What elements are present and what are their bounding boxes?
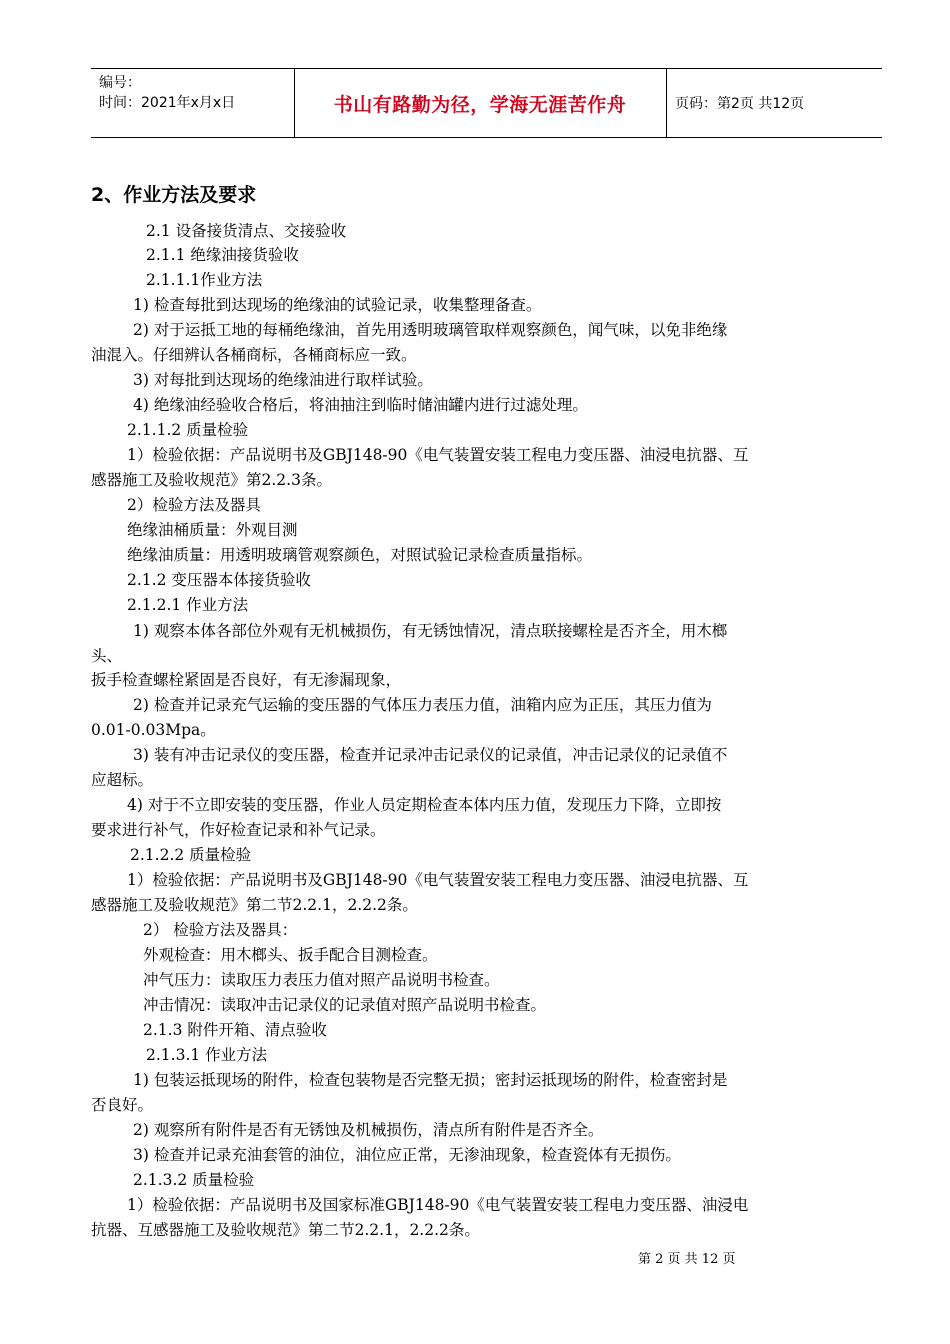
text-line: 3) 检查并记录充油套管的油位，油位应正常，无渗油现象，检查瓷体有无损伤。 xyxy=(133,1146,681,1164)
text-line: 2.1.3.2 质量检验 xyxy=(133,1171,255,1189)
text-line: 否良好。 xyxy=(91,1096,154,1114)
header-divider-right xyxy=(666,69,667,137)
text-line: 感器施工及验收规范》第2.2.3条。 xyxy=(91,471,332,489)
header-page-info: 页码：第2页 共12页 xyxy=(675,96,805,112)
text-line: 冲气压力：读取压力表压力值对照产品说明书检查。 xyxy=(143,971,500,989)
text-line: 扳手检查螺栓紧固是否良好，有无渗漏现象， xyxy=(91,671,402,689)
text-line: 绝缘油桶质量：外观目测 xyxy=(127,521,298,539)
text-line: 2.1.3.1 作业方法 xyxy=(146,1046,268,1064)
text-line: 油混入。仔细辨认各桶商标，各桶商标应一致。 xyxy=(91,346,417,364)
text-line: 4) 对于不立即安装的变压器，作业人员定期检查本体内压力值，发现压力下降，立即按 xyxy=(127,796,722,814)
text-line: 2) 对于运抵工地的每桶绝缘油，首先用透明玻璃管取样观察颜色，闻气味，以免非绝缘 xyxy=(133,321,728,339)
header-motto: 书山有路勤为径，学海无涯苦作舟 xyxy=(333,93,627,116)
serial-label: 编号： xyxy=(99,75,141,91)
text-line: 1）检验依据：产品说明书及GBJ148-90《电气装置安装工程电力变压器、油浸电抗器、互 xyxy=(127,871,749,889)
text-line: 2) 检查并记录充气运输的变压器的气体压力表压力值，油箱内应为正压，其压力值为 xyxy=(133,696,712,714)
text-line: 2）检验方法及器具 xyxy=(127,496,261,514)
text-line: 应超标。 xyxy=(91,771,154,789)
text-line: 2.1.2.1 作业方法 xyxy=(127,596,249,614)
text-line: 2) 观察所有附件是否有无锈蚀及机械损伤，清点所有附件是否齐全。 xyxy=(133,1121,604,1139)
text-line: 头、 xyxy=(91,647,123,665)
time-label: 时间：2021年x月x日 xyxy=(99,95,236,111)
text-line: 要求进行补气，作好检查记录和补气记录。 xyxy=(91,821,386,839)
text-line: 1) 检查每批到达现场的绝缘油的试验记录，收集整理备查。 xyxy=(133,296,542,314)
section-title: 2、作业方法及要求 xyxy=(91,184,257,206)
header-left xyxy=(99,73,235,113)
text-line: 感器施工及验收规范》第二节2.2.1，2.2.2条。 xyxy=(91,896,418,914)
text-line: 冲击情况：读取冲击记录仪的记录值对照产品说明书检查。 xyxy=(143,996,547,1014)
text-line: 2.1.2.2 质量检验 xyxy=(130,846,252,864)
page-footer: 第 2 页 共 12 页 xyxy=(638,1252,736,1267)
text-line: 外观检查：用木榔头、扳手配合目测检查。 xyxy=(143,946,438,964)
text-line: 1）检验依据：产品说明书及GBJ148-90《电气装置安装工程电力变压器、油浸电抗器、互 xyxy=(127,446,749,464)
text-line: 2.1.3 附件开箱、清点验收 xyxy=(143,1021,327,1039)
text-line: 1) 包装运抵现场的附件，检查包装物是否完整无损；密封运抵现场的附件，检查密封是 xyxy=(133,1071,728,1089)
text-line: 0.01-0.03Mpa。 xyxy=(91,721,216,739)
text-line: 1) 观察本体各部位外观有无机械损伤，有无锈蚀情况，清点联接螺栓是否齐全，用木榔 xyxy=(133,622,728,640)
text-line: 2） 检验方法及器具： xyxy=(143,921,298,939)
text-line: 2.1.2 变压器本体接货验收 xyxy=(127,571,311,589)
text-line: 4) 绝缘油经验收合格后，将油抽注到临时储油罐内进行过滤处理。 xyxy=(133,396,588,414)
text-line: 3) 装有冲击记录仪的变压器，检查并记录冲击记录仪的记录值，冲击记录仪的记录值不 xyxy=(133,746,728,764)
text-line: 3) 对每批到达现场的绝缘油进行取样试验。 xyxy=(133,371,433,389)
text-line: 2.1.1.1作业方法 xyxy=(146,271,263,289)
text-line: 绝缘油质量：用透明玻璃管观察颜色，对照试验记录检查质量指标。 xyxy=(127,546,593,564)
text-line: 抗器、互感器施工及验收规范》第二节2.2.1，2.2.2条。 xyxy=(91,1221,480,1239)
text-line: 2.1 设备接货清点、交接验收 xyxy=(146,222,347,240)
text-line: 1）检验依据：产品说明书及国家标准GBJ148-90《电气装置安装工程电力变压器、油浸电 xyxy=(127,1196,749,1214)
page-header xyxy=(91,68,882,138)
text-line: 2.1.1.2 质量检验 xyxy=(127,421,249,439)
text-line: 2.1.1 绝缘油接货验收 xyxy=(146,246,299,264)
